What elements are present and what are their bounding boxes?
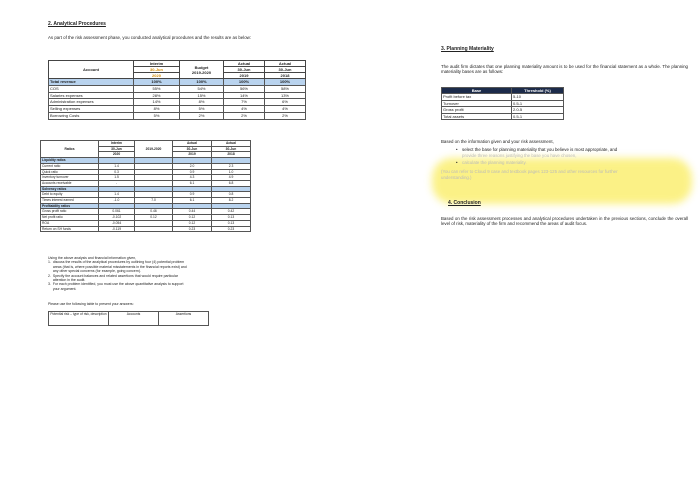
answer-table [48, 311, 209, 326]
col-actual-2018: Actual [265, 61, 306, 67]
table-row: COS 55% 54% 56% 58% [49, 85, 306, 92]
table-row: Return on SH funds -0.119 0.23 0.23 [41, 226, 251, 232]
table-row: Administration expenses 14% 8% 7% 6% [49, 99, 306, 106]
table-row: Profit before tax 5-10 [442, 94, 564, 100]
instructions: Using the above analysis and financial information given, 1. discuss the results of the analytical procedures by outlining four (4) potential problem areas (that is, where possible material misstatements in the financial reports exist) and any other special concerns (for example, going concern). 2. Specify the account balances and related assertions that would require particular attention in the audit. 3. For each problem identified, you must use the above quantitative analysis to support your argument. [48, 256, 187, 291]
answer-col-risk: Potential risk – type of risk, description [49, 312, 109, 326]
table-row: Salaries expenses 28% 15% 14% 13% [49, 92, 306, 99]
table-row: Times interest earned -1.0 7.0 6.1 8.2 [41, 198, 251, 204]
table-prompt: Please use the following table to present your answers: [48, 302, 134, 306]
col-base: Base [442, 88, 512, 94]
col-interim: Interim [134, 61, 180, 67]
conclusion-title: 4. Conclusion [448, 200, 481, 206]
bullet-select-base-cont: provide three reasons justifying the base you have chosen, [462, 153, 577, 158]
col-budget: Budget 2019-2020 [180, 61, 224, 79]
analytical-results-table: Account Interim Budget 2019-2020 Actual Actual 30-Jun 30-Jun 30-Jun 2020 2019 2018 Total revenue 100% 100% 100% 100% COS 55% 54% 56% 58% Salaries expenses 28% 15% 14% 13% Administration expenses 14% 8% 7% 6% Selling expenses 8% 5% 4% 4% Borrowing Costs 5% 2% 2% 2% [48, 60, 306, 120]
table-row: Turnover 0.5-1 [442, 100, 564, 106]
reference-note: (You can refer to Cloud 9 case and textbook pages 123-125 and other resources for further [441, 169, 618, 174]
bullet-calculate: • calculate the planning materiality. [462, 160, 527, 165]
col-account: Account [49, 61, 134, 79]
table-row: Borrowing Costs 5% 2% 2% 2% [49, 112, 306, 119]
conclusion-text: Based on the risk assessment processes and analytical procedures undertaken in the previous sections, conclude the overall level of risk, materiality of the firm and recommend the areas of audit focus. [441, 216, 688, 227]
planning-materiality-title: 3. Planning Materiality [441, 46, 494, 52]
table-row: Total revenue 100% 100% 100% 100% [49, 79, 306, 86]
ratios-table: Ratios Interim 2019-2020 Actual Actual 30-Jun 30-Jun 30-Jun 2020 2019 2018 Liquidity ratios Current ratio 1.4 2.0 2.3 Quick ratio 0.3 0.9 1.0 Inventory turnover 1.5 4.3 4.9 Accounts receivable - 6.1 6.8 Solvency ratios Debt to equity 1.4 0.9 0.8 Times interest earned -1.0 7.0 6.1 8.2 Profitability ratios Gross profit ratio 0.061 0.46 0.44 0.42 Net profit ratio -0.102 0.12 0.12 0.13 ROA -0.054 0.12 0.13 Return on SH funds -0.119 0.23 0.23 [40, 140, 251, 232]
table-row: Gross profit 2.0-5 [442, 107, 564, 113]
analytical-intro: As part of the risk assessment phase, you conducted analytical procedures and the results are as below: [48, 35, 252, 40]
table-row: ROA -0.054 0.12 0.13 [41, 220, 251, 226]
table-row: Inventory turnover 1.5 4.3 4.9 [41, 175, 251, 181]
table-row: Debt to equity 1.4 0.9 0.8 [41, 192, 251, 198]
after-table-text: Based on the information given and your risk assessment, [441, 139, 554, 144]
table-row: Selling expenses 8% 5% 4% 4% [49, 106, 306, 113]
table-row: Net profit ratio -0.102 0.12 0.12 0.13 [41, 215, 251, 221]
table-row: Current ratio 1.4 2.0 2.3 [41, 163, 251, 169]
table-row: Accounts receivable - 6.1 6.8 [41, 180, 251, 186]
table-row: Gross profit ratio 0.061 0.46 0.44 0.42 [41, 209, 251, 215]
col-threshold: Threshold (%) [512, 88, 564, 94]
answer-col-assertions: Assertions [159, 312, 209, 326]
materiality-intro: The audit firm dictates that one planning materiality amount is to be used for the financial statement as a whole. The planning materiality bases are as follows: [441, 64, 688, 75]
col-actual-2019: Actual [224, 61, 265, 67]
analytical-procedures-title: 2. Analytical Procedures [48, 21, 106, 27]
materiality-table [441, 87, 564, 120]
answer-col-accounts: Accounts [109, 312, 159, 326]
table-row: Quick ratio 0.3 0.9 1.0 [41, 169, 251, 175]
table-row: Total assets 0.5-1 [442, 113, 564, 119]
reference-note-cont: understanding.) [441, 175, 472, 180]
bullet-select-base: • select the base for planning materiality that you believe is most appropriate, and [462, 147, 617, 152]
